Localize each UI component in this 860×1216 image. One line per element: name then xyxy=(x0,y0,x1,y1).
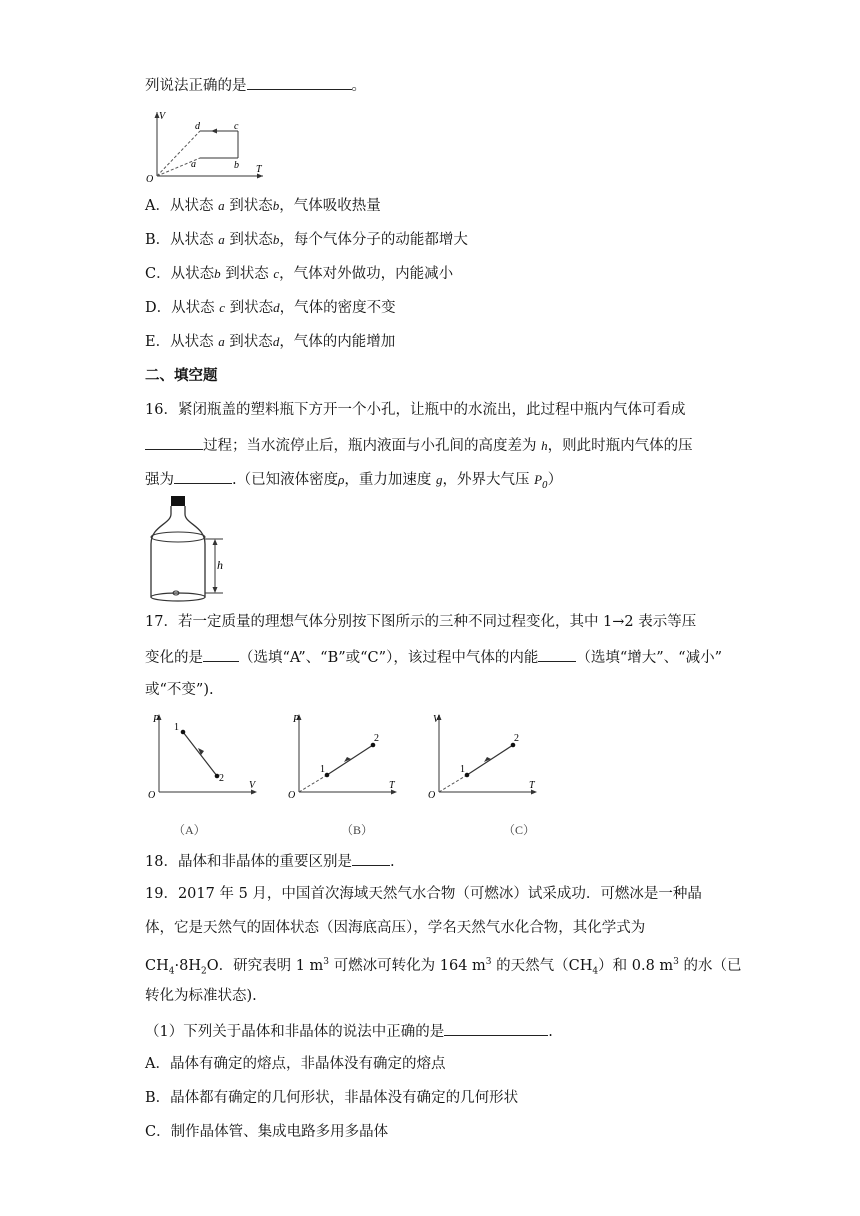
point-d: d xyxy=(195,121,200,132)
q19-option-c: C．制作晶体管、集成电路多用多晶体 xyxy=(145,1124,389,1140)
q15-stem: 列说法正确的是 。 xyxy=(145,74,366,96)
q19-sub1: （1）下列关于晶体和非晶体的说法中正确的是 . xyxy=(145,1020,553,1042)
section-heading: 二、填空题 xyxy=(145,367,218,384)
answer-blank[interactable] xyxy=(247,74,352,90)
origin: O xyxy=(146,174,154,184)
caption-b: （B） xyxy=(341,823,374,837)
q16-line1: 16．紧闭瓶盖的塑料瓶下方开一个小孔，让瓶中的水流出，此过程中瓶内气体可看成 xyxy=(145,402,686,418)
bottle-figure xyxy=(143,494,243,604)
q17-line3: 或“不变”). xyxy=(145,682,214,698)
q17-line2: 变化的是 （选填“A”、“B”或“C”），该过程中气体的内能 （选填“增大”、“减小” xyxy=(145,646,722,668)
axis-x: V xyxy=(249,780,256,791)
axis-y: P xyxy=(293,714,300,725)
point-2: 2 xyxy=(374,733,379,744)
vt-graph xyxy=(143,104,268,184)
q16-line3: 强为 .（已知液体密度ρ，重力加速度 g，外界大气压 $P_0$） xyxy=(145,468,562,496)
graph-a xyxy=(143,708,263,838)
q19-option-a: A．晶体有确定的熔点，非晶体没有确定的熔点 xyxy=(145,1056,446,1072)
point-2: 2 xyxy=(514,733,519,744)
answer-blank[interactable] xyxy=(444,1020,548,1036)
answer-blank[interactable] xyxy=(352,850,390,866)
q19-option-b: B．晶体都有确定的几何形状，非晶体没有确定的几何形状 xyxy=(145,1090,519,1106)
q19-line3: $CH_4\cdot 8H_2O$．研究表明 1 $m^3$ 可燃冰可转化为 164 $m^3$ 的天然气$(CH_4)$和 0.8 $m^3$ 的水（已 xyxy=(145,957,742,977)
origin: O xyxy=(428,790,436,801)
origin: O xyxy=(288,790,296,801)
axis-t: T xyxy=(256,164,262,175)
axis-y: P xyxy=(153,714,160,725)
axis-x: T xyxy=(389,780,395,791)
graph-b xyxy=(283,708,403,838)
axis-v: V xyxy=(159,111,166,122)
point-2: 2 xyxy=(219,773,224,784)
axis-y: V xyxy=(433,714,440,725)
point-1: 1 xyxy=(174,722,179,733)
q19-line2: 体，它是天然气的固体状态（因海底高压），学名天然气水化合物，其化学式为 xyxy=(145,920,646,936)
q16-line2: 过程；当水流停止后，瓶内液面与小孔间的高度差为 h，则此时瓶内气体的压 xyxy=(145,434,693,456)
caption-c: （C） xyxy=(503,823,536,837)
q15-option-a: A．从状态 a 到状态b，气体吸收热量 xyxy=(145,198,381,214)
q19-line1: 19．2017 年 5 月，中国首次海域天然气水合物（可燃冰）试采成功．可燃冰是一种晶 xyxy=(145,886,702,902)
caption-a: （A） xyxy=(173,823,206,837)
q17-line1: 17．若一定质量的理想气体分别按下图所示的三种不同过程变化，其中 1→2 表示等压 xyxy=(145,614,697,630)
answer-blank[interactable] xyxy=(145,434,203,450)
q19-line4: 转化为标准状态). xyxy=(145,988,257,1004)
point-a: a xyxy=(191,159,196,170)
answer-blank[interactable] xyxy=(538,646,576,662)
point-1: 1 xyxy=(320,764,325,775)
q15-option-d: D．从状态 c 到状态d，气体的密度不变 xyxy=(145,300,396,316)
q15-option-b: B．从状态 a 到状态b，每个气体分子的动能都增大 xyxy=(145,232,468,248)
graph-c xyxy=(423,708,543,838)
height-label: h xyxy=(217,558,223,572)
q18-line: 18．晶体和非晶体的重要区别是 . xyxy=(145,850,395,872)
answer-blank[interactable] xyxy=(174,468,232,484)
point-b: b xyxy=(234,160,239,171)
origin: O xyxy=(148,790,156,801)
answer-blank[interactable] xyxy=(203,646,239,662)
q15-option-e: E．从状态 a 到状态d，气体的内能增加 xyxy=(145,334,396,350)
q15-option-c: C．从状态b 到状态 c，气体对外做功，内能减小 xyxy=(145,266,454,282)
axis-x: T xyxy=(529,780,535,791)
point-c: c xyxy=(234,121,239,132)
point-1: 1 xyxy=(460,764,465,775)
